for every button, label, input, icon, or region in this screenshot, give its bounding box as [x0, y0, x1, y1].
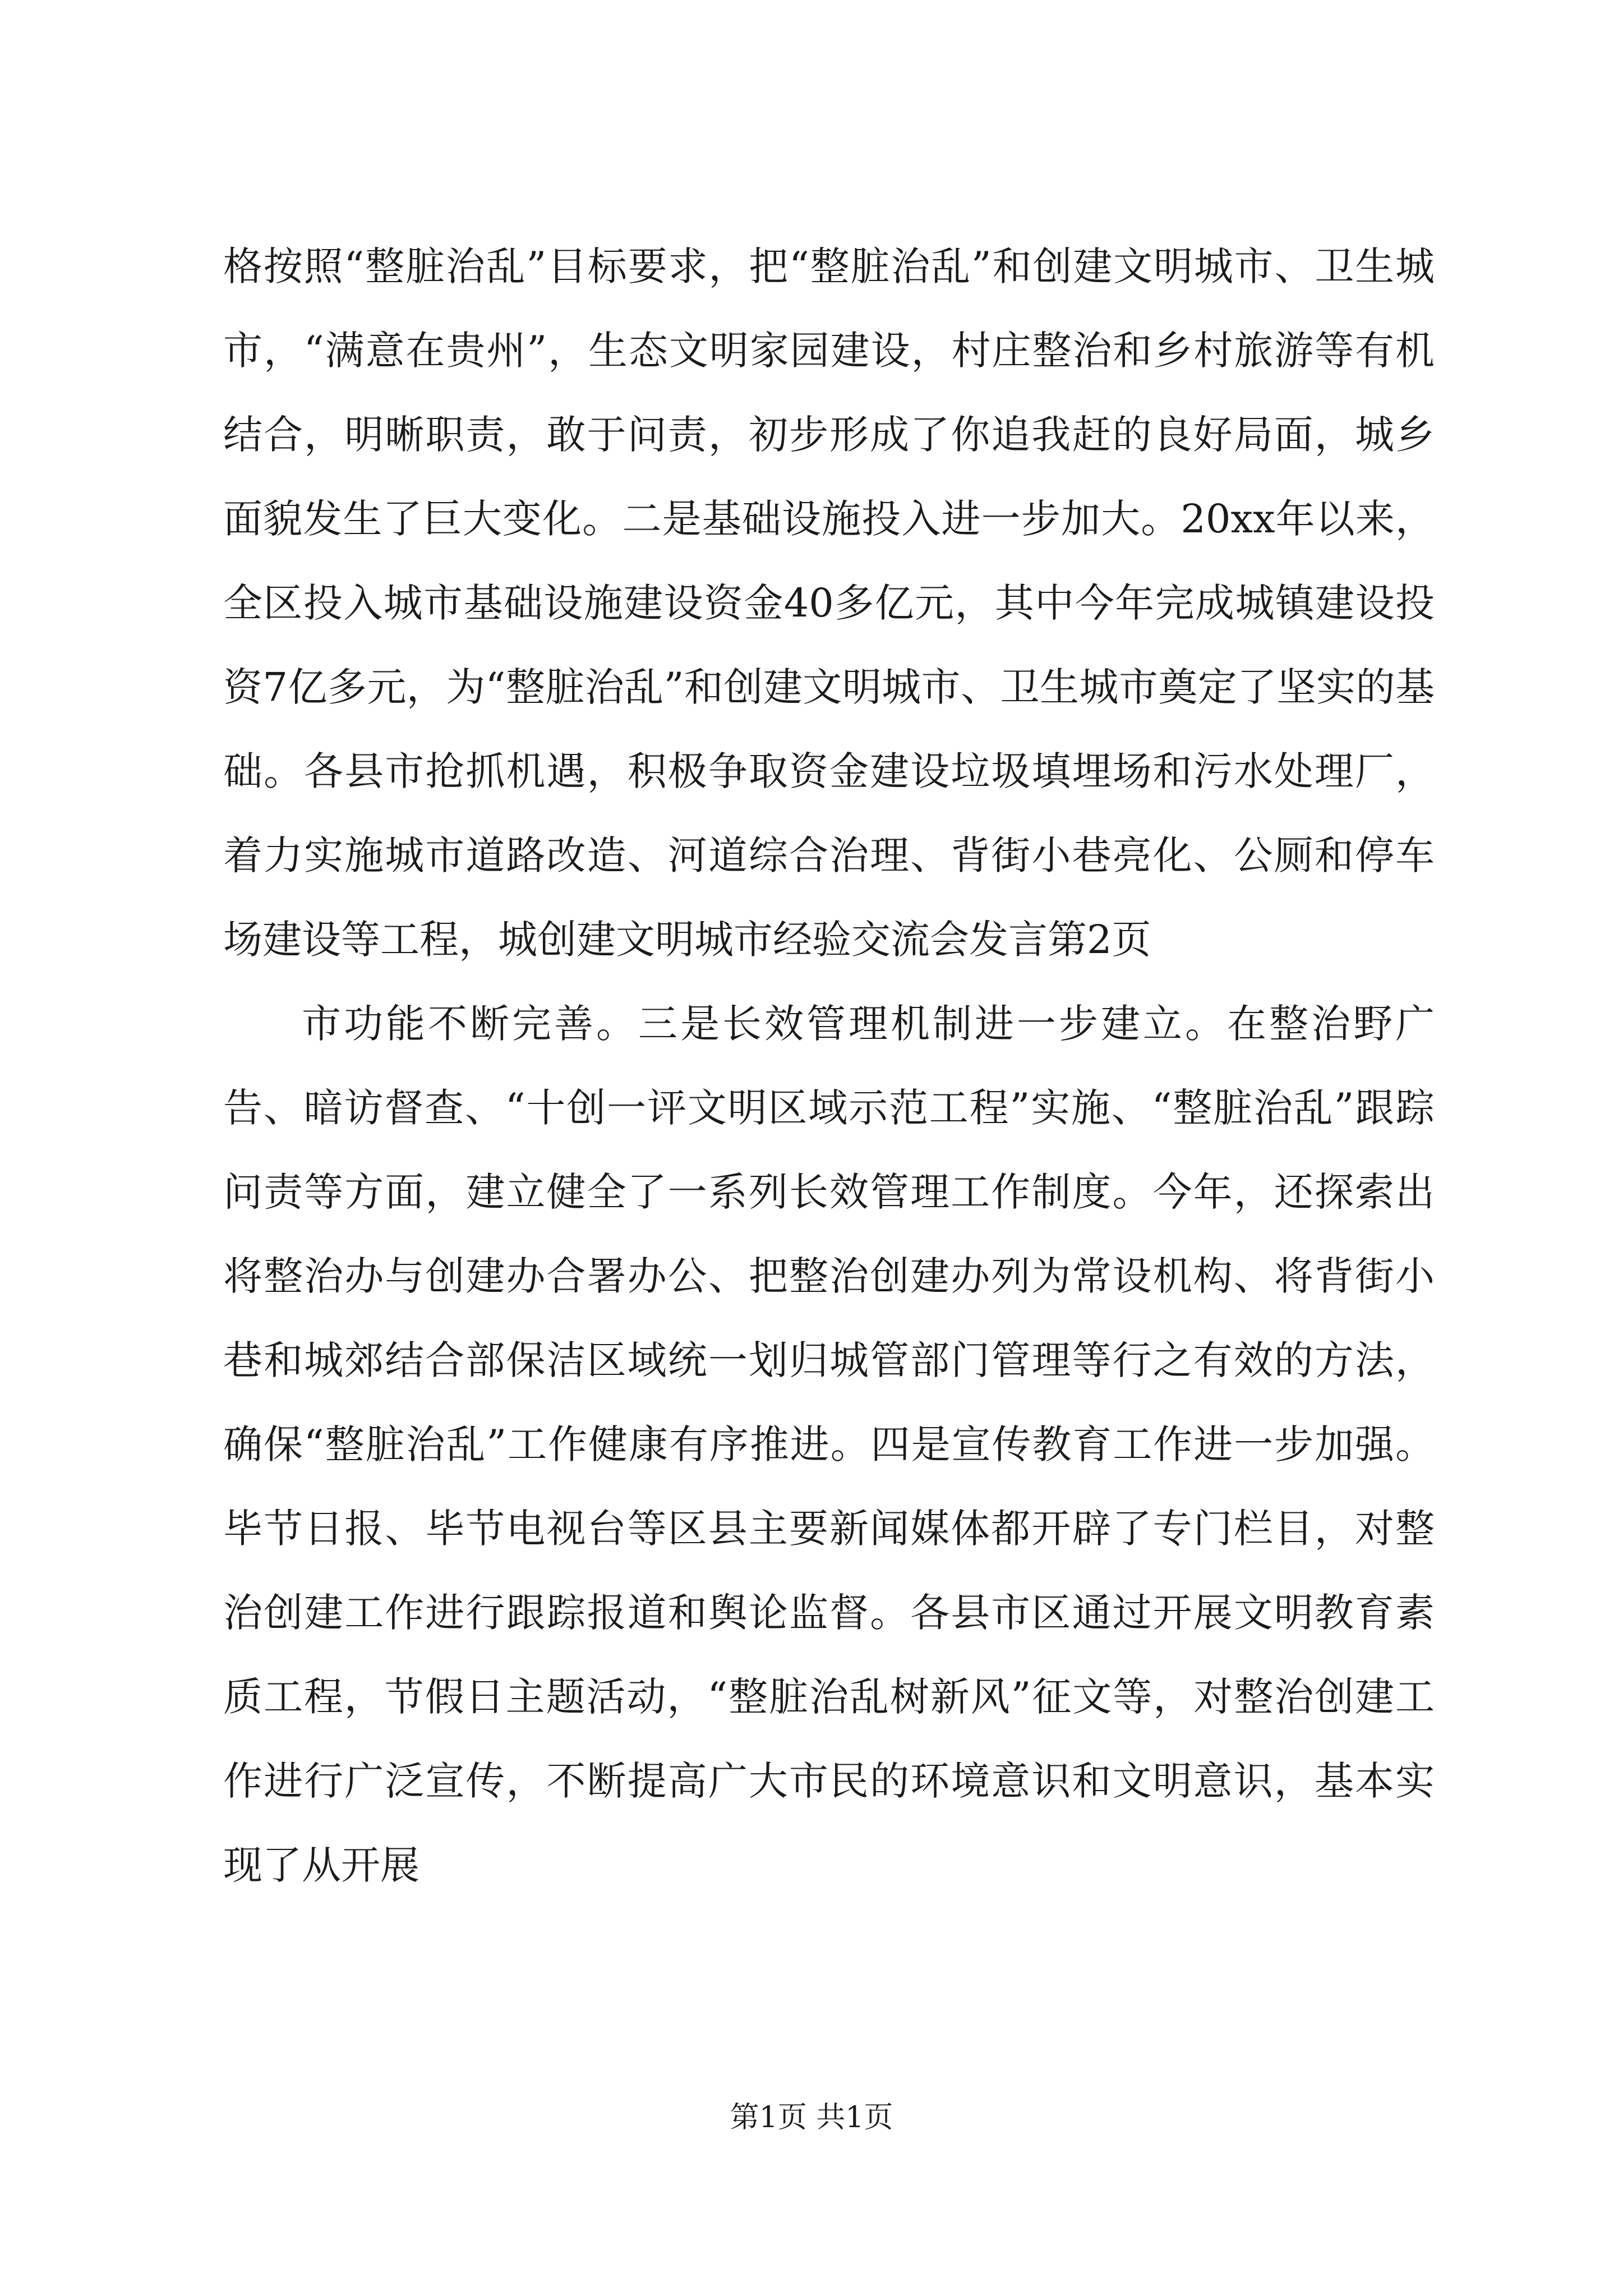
page-footer: 第1页 共1页 — [730, 2101, 893, 2134]
paragraph-2: 市功能不断完善。三是长效管理机制进一步建立。在整治野广告、暗访督查、“十创一评文明区域示范工程”实施、“整脏治乱”跟踪问责等方面，建立健全了一系列长效管理工作制度。今年，还探索出将整治办与创建办合署办公、把整治创建办列为常设机构、将背街小巷和城郊结合部保洁区域统一划归城管部门管理等行之有效的方法，确保“整脏治乱”工作健康有序推进。四是宣传教育工作进一步加强。毕节日报、毕节电视台等区县主要新闻媒体都开辟了专门栏目，对整治创建工作进行跟踪报道和舆论监督。各县市区通过开展文明教育素质工程，节假日主题活动，“整脏治乱树新风”征文等，对整治创建工作进行广泛宣传，不断提高广大市民的环境意识和文明意识，基本实现了从开展 — [223, 1001, 1435, 1888]
body-text — [223, 224, 1435, 1907]
paragraph-1: 格按照“整脏治乱”目标要求，把“整脏治乱”和创建文明城市、卫生城市，“满意在贵州”，生态文明家园建设，村庄整治和乡村旅游等有机结合，明晰职责，敢于问责，初步形成了你追我赶的良好局面，城乡面貌发生了巨大变化。二是基础设施投入进一步加大。20xx年以来，全区投入城市基础设施建设资金40多亿元，其中今年完成城镇建设投资7亿多元，为“整脏治乱”和创建文明城市、卫生城市奠定了坚实的基础。各县市抢抓机遇，积极争取资金建设垃圾填埋场和污水处理厂，着力实施城市道路改造、河道综合治理、背街小巷亮化、公厕和停车场建设等工程，城创建文明城市经验交流会发言第2页 — [223, 243, 1435, 963]
